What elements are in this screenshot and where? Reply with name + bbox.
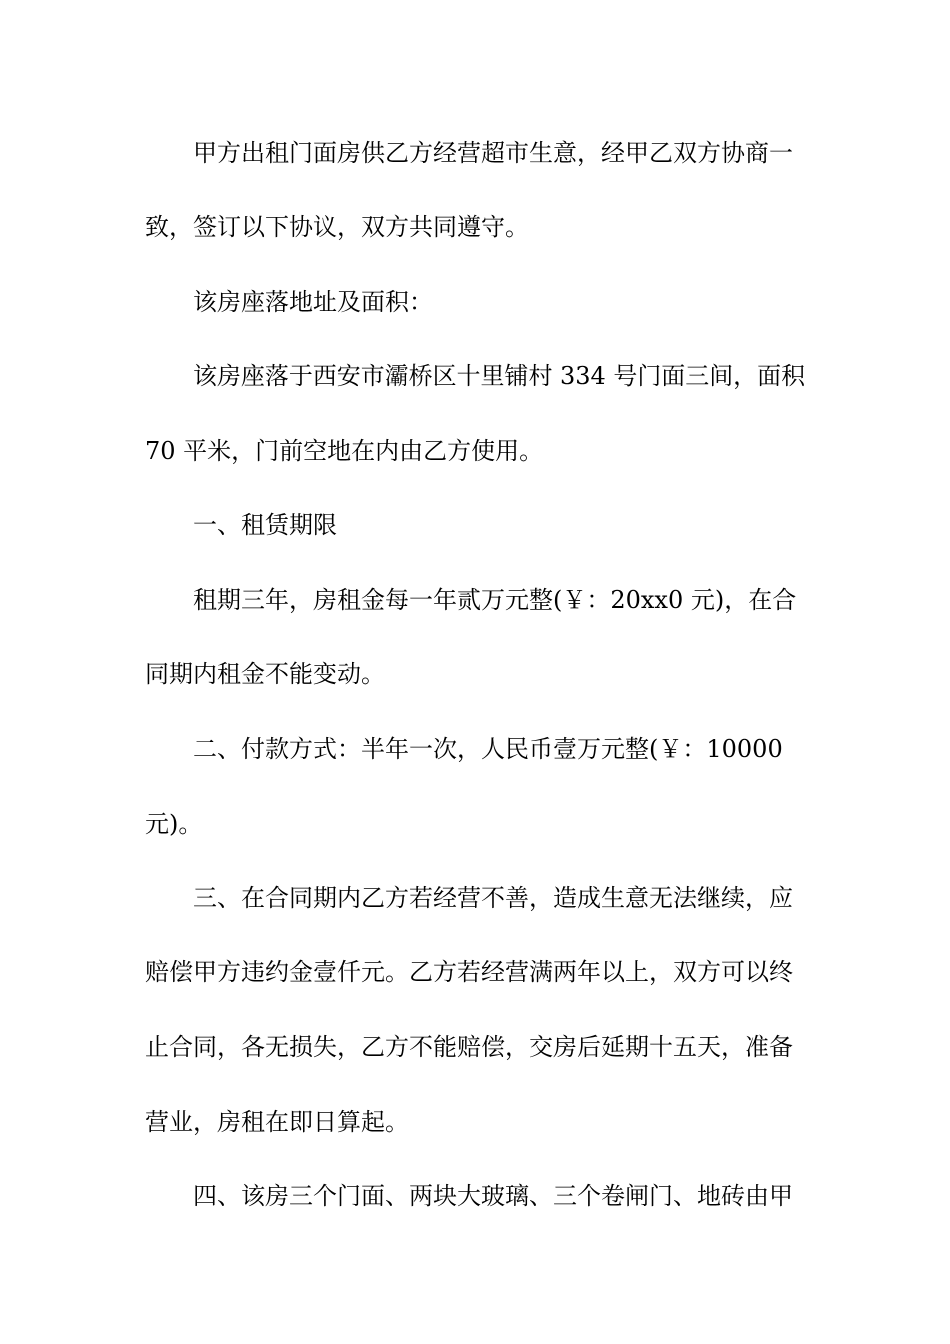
paragraph-line-7: 租期三年，房租金每一年贰万元整(￥：20xx0 元)，在合 <box>193 586 797 614</box>
paragraph-line-15: 四、该房三个门面、两块大玻璃、三个卷闸门、地砖由甲 <box>193 1182 793 1210</box>
paragraph-line-5: 70 平米，门前空地在内由乙方使用。 <box>145 437 544 465</box>
paragraph-line-3: 该房座落地址及面积： <box>193 288 433 316</box>
paragraph-line-14: 营业，房租在即日算起。 <box>145 1108 409 1136</box>
section-heading-lease-term: 一、租赁期限 <box>193 511 337 539</box>
paragraph-line-9: 二、付款方式：半年一次，人民币壹万元整(￥：10000 <box>193 735 783 763</box>
paragraph-line-1: 甲方出租门面房供乙方经营超市生意，经甲乙双方协商一 <box>193 139 793 167</box>
paragraph-line-12: 赔偿甲方违约金壹仟元。乙方若经营满两年以上，双方可以终 <box>145 958 793 986</box>
paragraph-line-10: 元)。 <box>145 810 203 838</box>
paragraph-line-8: 同期内租金不能变动。 <box>145 660 385 688</box>
paragraph-line-4: 该房座落于西安市灞桥区十里铺村 334 号门面三间，面积 <box>193 362 806 390</box>
paragraph-line-13: 止合同，各无损失，乙方不能赔偿，交房后延期十五天，准备 <box>145 1033 793 1061</box>
paragraph-line-2: 致，签订以下协议，双方共同遵守。 <box>145 213 529 241</box>
paragraph-line-11: 三、在合同期内乙方若经营不善，造成生意无法继续，应 <box>193 884 793 912</box>
